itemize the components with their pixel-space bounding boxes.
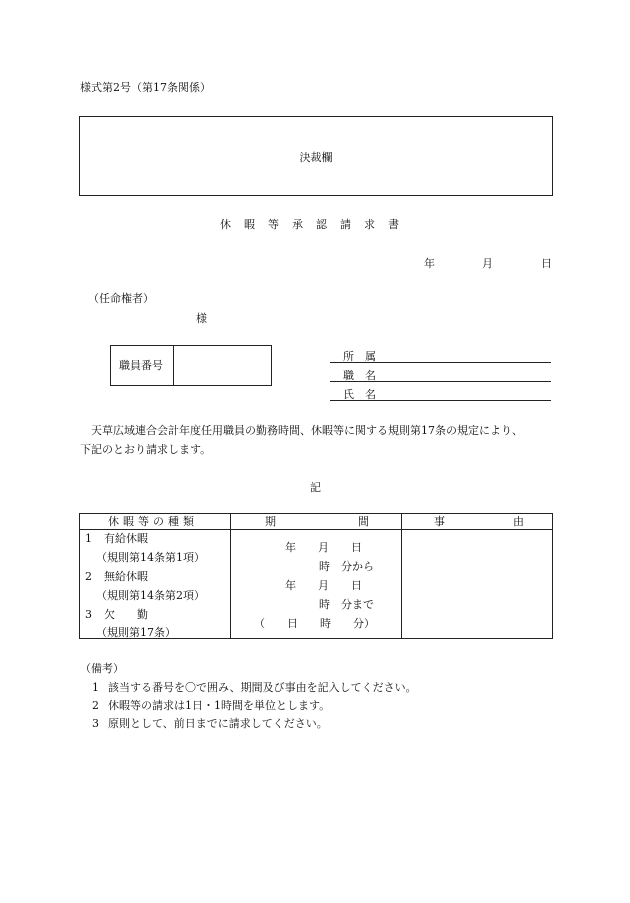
leave-table	[79, 513, 553, 639]
type-3-number: 3	[85, 608, 92, 621]
type-1-rule: （規則第14条第1項）	[96, 551, 205, 564]
table-col-divider-1	[230, 514, 231, 638]
header-reason-left: 事	[434, 515, 445, 528]
period-to-date: 年 月 日	[285, 579, 362, 592]
type-2-name: 無給休暇	[104, 570, 148, 583]
header-period-left: 期	[265, 515, 276, 528]
note-1-text: 該当する番号を〇で囲み、期間及び事由を記入してください。	[108, 681, 417, 694]
period-total: （ 日 時 分）	[254, 617, 375, 630]
table-col-divider-2	[401, 514, 402, 638]
date-month: 月	[482, 257, 493, 270]
note-3-number: 3	[92, 717, 99, 730]
period-from-time: 時 分から	[319, 560, 374, 573]
name-underline	[330, 400, 551, 401]
note-2-number: 2	[92, 699, 99, 712]
header-period-right: 間	[358, 515, 369, 528]
note-3-text: 原則として、前日までに請求してください。	[108, 717, 328, 730]
form-number: 様式第2号（第17条関係）	[80, 81, 211, 94]
type-1-number: 1	[85, 532, 92, 545]
staff-number-label: 職員番号	[119, 359, 163, 372]
position-underline	[330, 381, 551, 382]
notes-label: （備考）	[80, 662, 124, 675]
staff-number-divider	[173, 346, 174, 385]
ki-label: 記	[310, 481, 321, 494]
staff-number-box	[110, 345, 272, 386]
date-day: 日	[541, 257, 552, 270]
period-to-time: 時 分まで	[319, 598, 374, 611]
header-reason-right: 由	[513, 515, 524, 528]
approval-box-label: 決裁欄	[299, 151, 333, 164]
date-year: 年	[424, 257, 435, 270]
approval-box	[79, 116, 553, 196]
affiliation-underline	[330, 362, 551, 363]
type-3-name: 欠 勤	[104, 608, 148, 621]
type-1-name: 有給休暇	[104, 532, 148, 545]
note-1-number: 1	[92, 681, 99, 694]
body-text-line1: 天草広域連合会計年度任用職員の勤務時間、休暇等に関する規則第17条の規定により、	[91, 424, 523, 437]
type-2-rule: （規則第14条第2項）	[96, 589, 205, 602]
body-text-line2: 下記のとおり請求します。	[80, 443, 212, 456]
applicant-affiliation-label: 所 属	[343, 350, 376, 363]
applicant-name-label: 氏 名	[343, 388, 376, 401]
type-2-number: 2	[85, 570, 92, 583]
applicant-position-label: 職 名	[343, 369, 376, 382]
period-from-date: 年 月 日	[285, 541, 362, 554]
appointer-honorific: 様	[196, 312, 207, 325]
note-2-text: 休暇等の請求は1日・1時間を単位とします。	[108, 699, 331, 712]
header-type: 休暇等の種類	[108, 515, 198, 528]
table-header-divider	[80, 529, 552, 530]
appointer-label: （任命権者）	[88, 292, 154, 305]
page-title: 休暇等承認請求書	[220, 218, 412, 231]
type-3-rule: （規則第17条）	[96, 626, 176, 639]
